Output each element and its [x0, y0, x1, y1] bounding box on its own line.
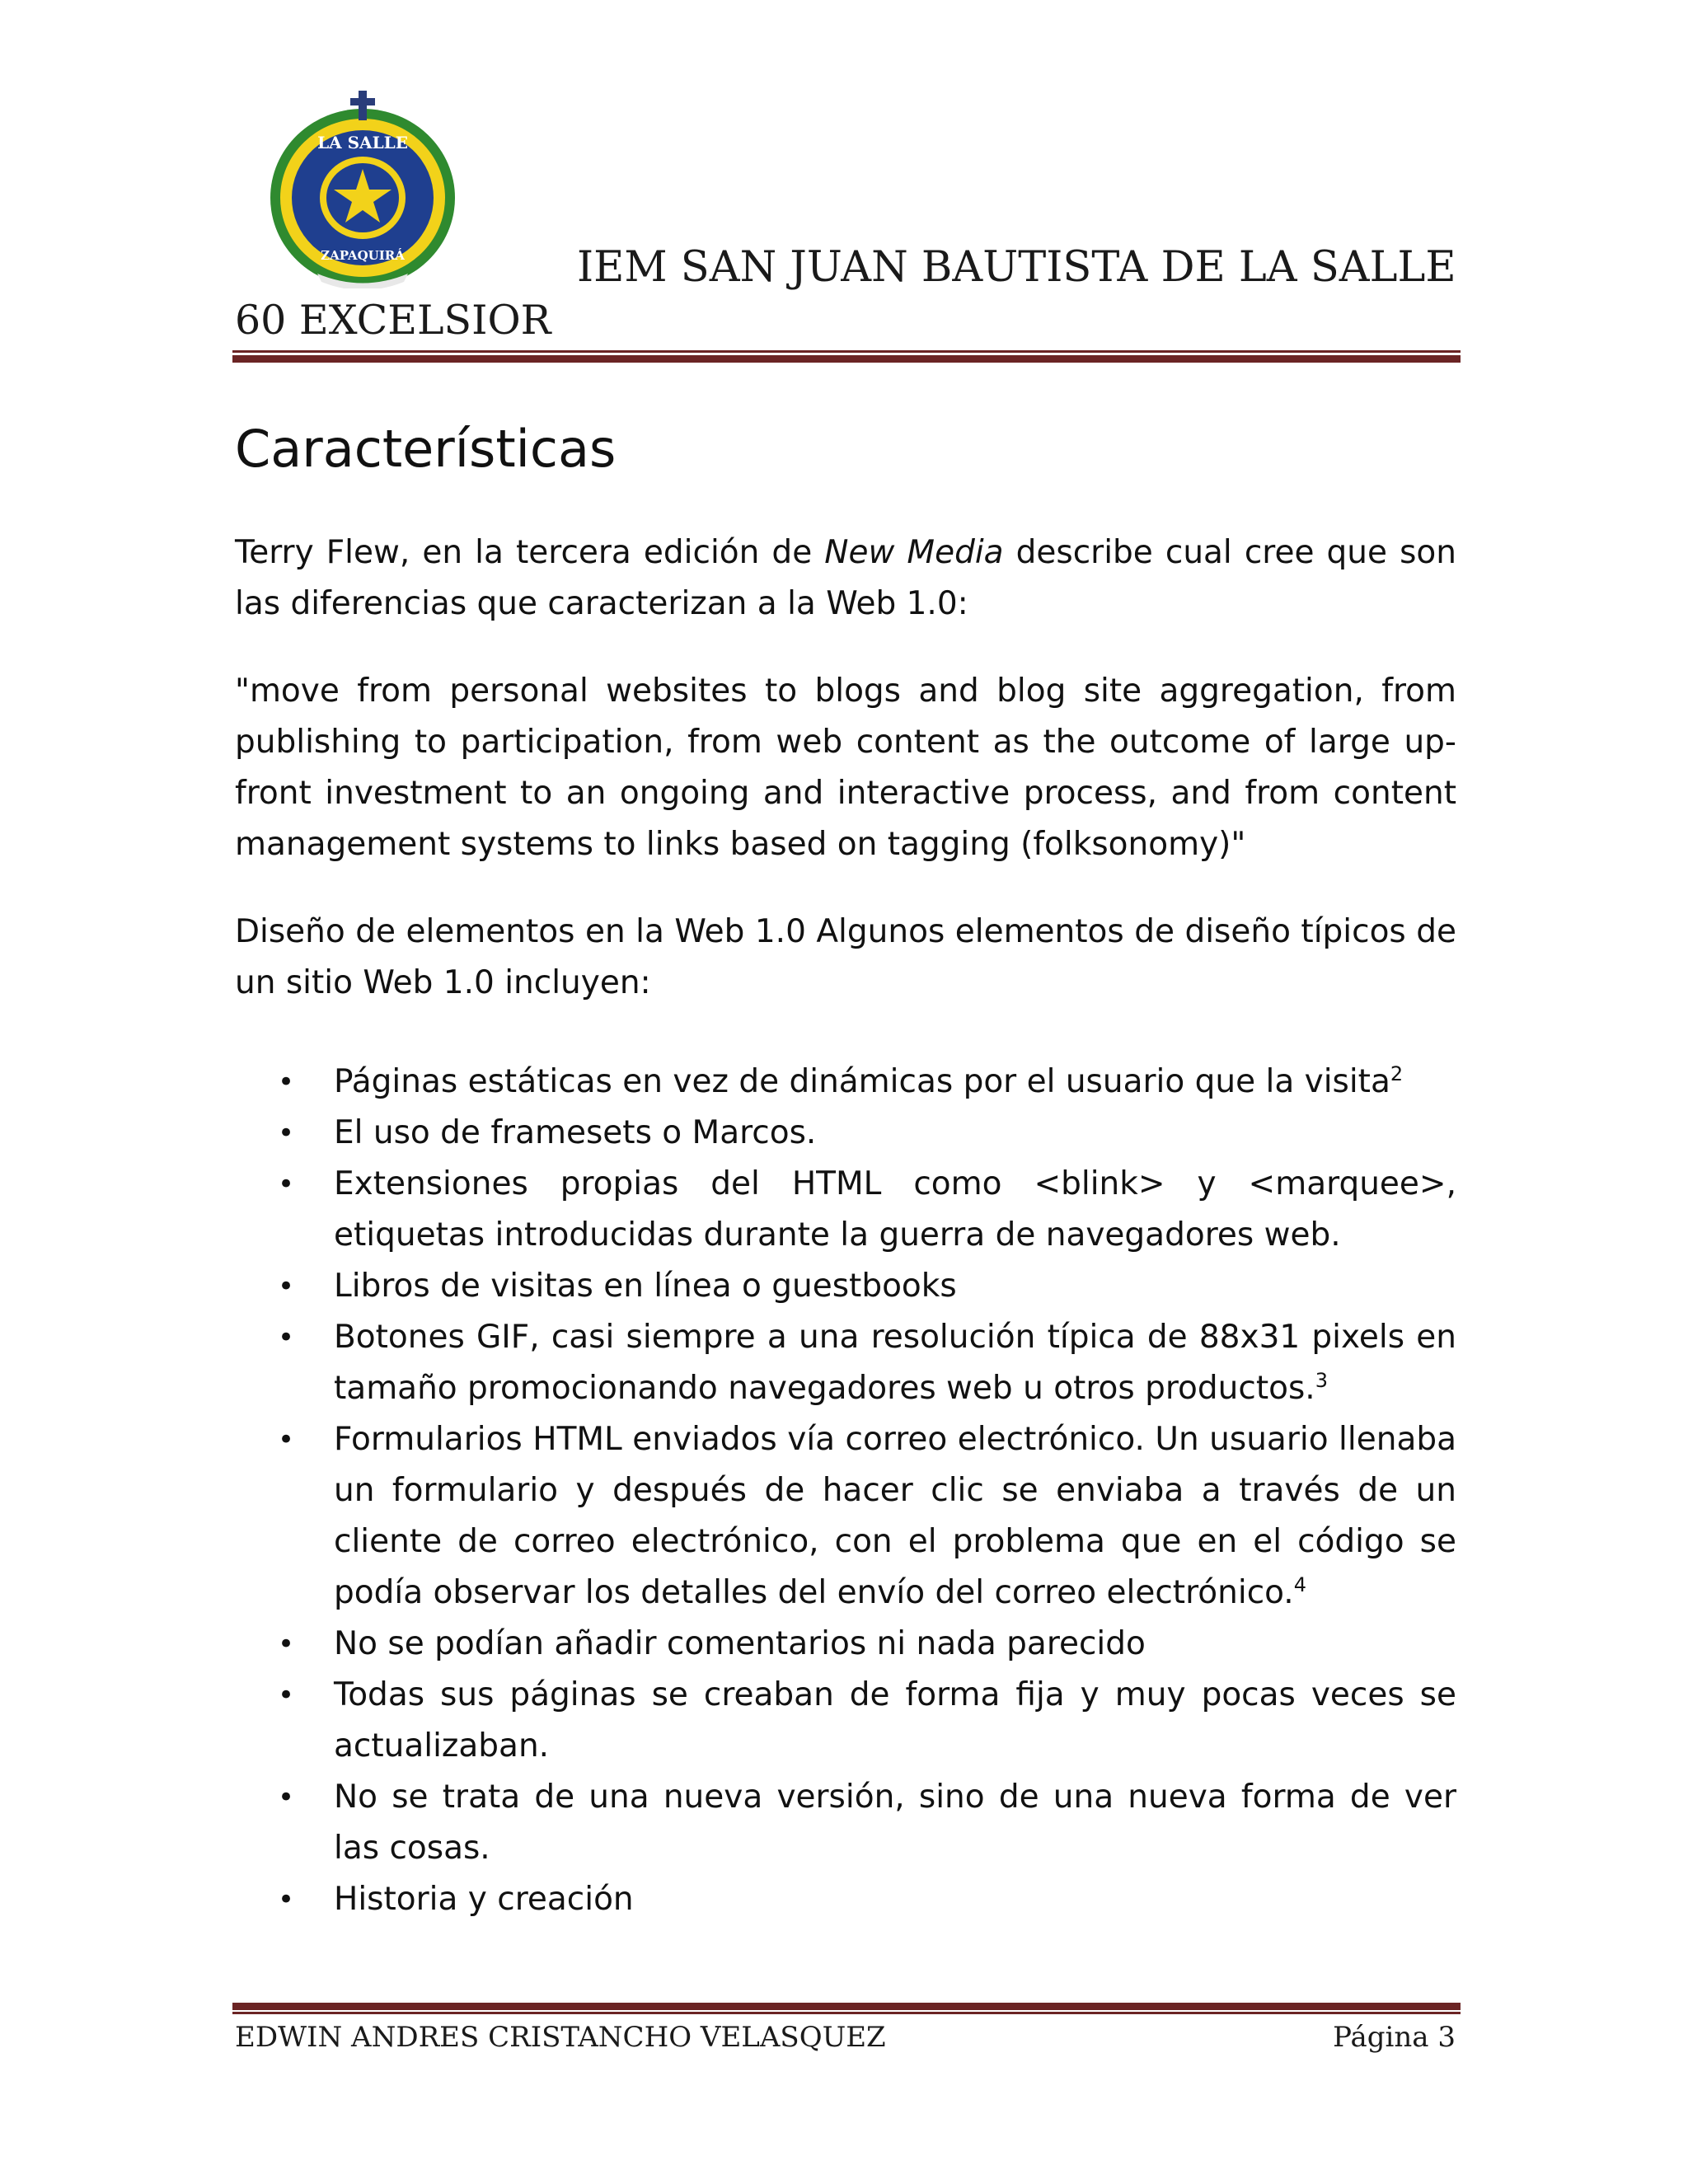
header-divider	[232, 350, 1461, 353]
bullet-icon: •	[278, 1628, 295, 1661]
svg-text:ZAPAQUIRÁ: ZAPAQUIRÁ	[321, 248, 405, 263]
list-item	[235, 1772, 1456, 1874]
school-name: IEM SAN JUAN BAUTISTA DE LA SALLE	[577, 243, 1456, 292]
bullet-icon: •	[278, 1679, 295, 1712]
list-item-text: Páginas estáticas en vez de dinámicas por el usuario que la visita	[334, 1063, 1390, 1100]
quote-paragraph: "move from personal websites to blogs and blog site aggregation, from publishing to participation, from web content as the outcome of large up-front investment to an ongoing and interactive process, and from content management systems to links based on tagging (folksonomy)"	[235, 673, 1456, 863]
list-item-text: Formularios HTML enviados vía correo electrónico. Un usuario llenaba un formulario y después de hacer clic se enviaba a través de un cliente de correo electrónico, con el problema que en el código se podía observar los detalles del envío del correo electrónico.	[334, 1421, 1456, 1611]
list-item	[235, 1670, 1456, 1772]
footnote-marker[interactable]: 2	[1390, 1062, 1404, 1085]
list-item	[235, 1312, 1456, 1414]
list-item	[235, 1261, 1456, 1312]
design-intro-paragraph: Diseño de elementos en la Web 1.0 Algunos elementos de diseño típicos de un sitio Web 1.0 incluyen:	[235, 913, 1456, 1001]
list-item	[235, 1057, 1456, 1108]
footer-divider-thick	[232, 2003, 1461, 2010]
intro-paragraph	[235, 527, 1456, 630]
footer-divider	[232, 2012, 1461, 2014]
book-title: New Media	[824, 534, 1004, 571]
footer-author: EDWIN ANDRES CRISTANCHO VELASQUEZ	[235, 2021, 886, 2054]
school-crest-logo	[268, 91, 457, 288]
design-elements-list	[235, 1057, 1456, 1925]
list-item-text: Botones GIF, casi siempre a una resolución típica de 88x31 pixels en tamaño promocionando navegadores web u otros productos.	[334, 1319, 1456, 1407]
list-item-text: El uso de framesets o Marcos.	[334, 1114, 817, 1151]
list-item-text: No se trata de una nueva versión, sino de una nueva forma de ver las cosas.	[334, 1779, 1456, 1867]
list-item	[235, 1414, 1456, 1619]
list-item	[235, 1874, 1456, 1925]
bullet-icon: •	[278, 1168, 295, 1201]
school-motto: 60 EXCELSIOR	[235, 297, 551, 344]
bullet-icon: •	[278, 1270, 295, 1303]
bullet-icon: •	[278, 1321, 295, 1354]
list-item	[235, 1108, 1456, 1159]
list-item-text: No se podían añadir comentarios ni nada parecido	[334, 1625, 1146, 1662]
list-item-text: Libros de visitas en línea o guestbooks	[334, 1268, 957, 1305]
bullet-icon: •	[278, 1117, 295, 1150]
intro-text-after: describe cual cree que son las diferencias que caracterizan a la Web 1.0:	[235, 534, 1456, 622]
page-number: Página 3	[1333, 2021, 1456, 2054]
footnote-marker[interactable]: 4	[1293, 1573, 1306, 1596]
bullet-icon: •	[278, 1066, 295, 1099]
list-item-text: Historia y creación	[334, 1881, 634, 1918]
bullet-icon: •	[278, 1883, 295, 1916]
list-item	[235, 1619, 1456, 1670]
header-divider-thick	[232, 355, 1461, 363]
section-title: Características	[235, 419, 617, 479]
page-header	[0, 0, 1688, 371]
list-item-text: Todas sus páginas se creaban de forma fija y muy pocas veces se actualizaban.	[334, 1676, 1456, 1765]
list-item-text: Extensiones propias del HTML como <blink> y <marquee>, etiquetas introducidas durante la guerra de navegadores web.	[334, 1165, 1456, 1254]
page-body	[235, 412, 1456, 1925]
footnote-marker[interactable]: 3	[1315, 1369, 1328, 1392]
bullet-icon: •	[278, 1781, 295, 1814]
intro-text-before: Terry Flew, en la tercera edición de	[235, 534, 825, 571]
list-item	[235, 1159, 1456, 1261]
svg-text:LA SALLE: LA SALLE	[317, 133, 408, 152]
bullet-icon: •	[278, 1423, 295, 1456]
